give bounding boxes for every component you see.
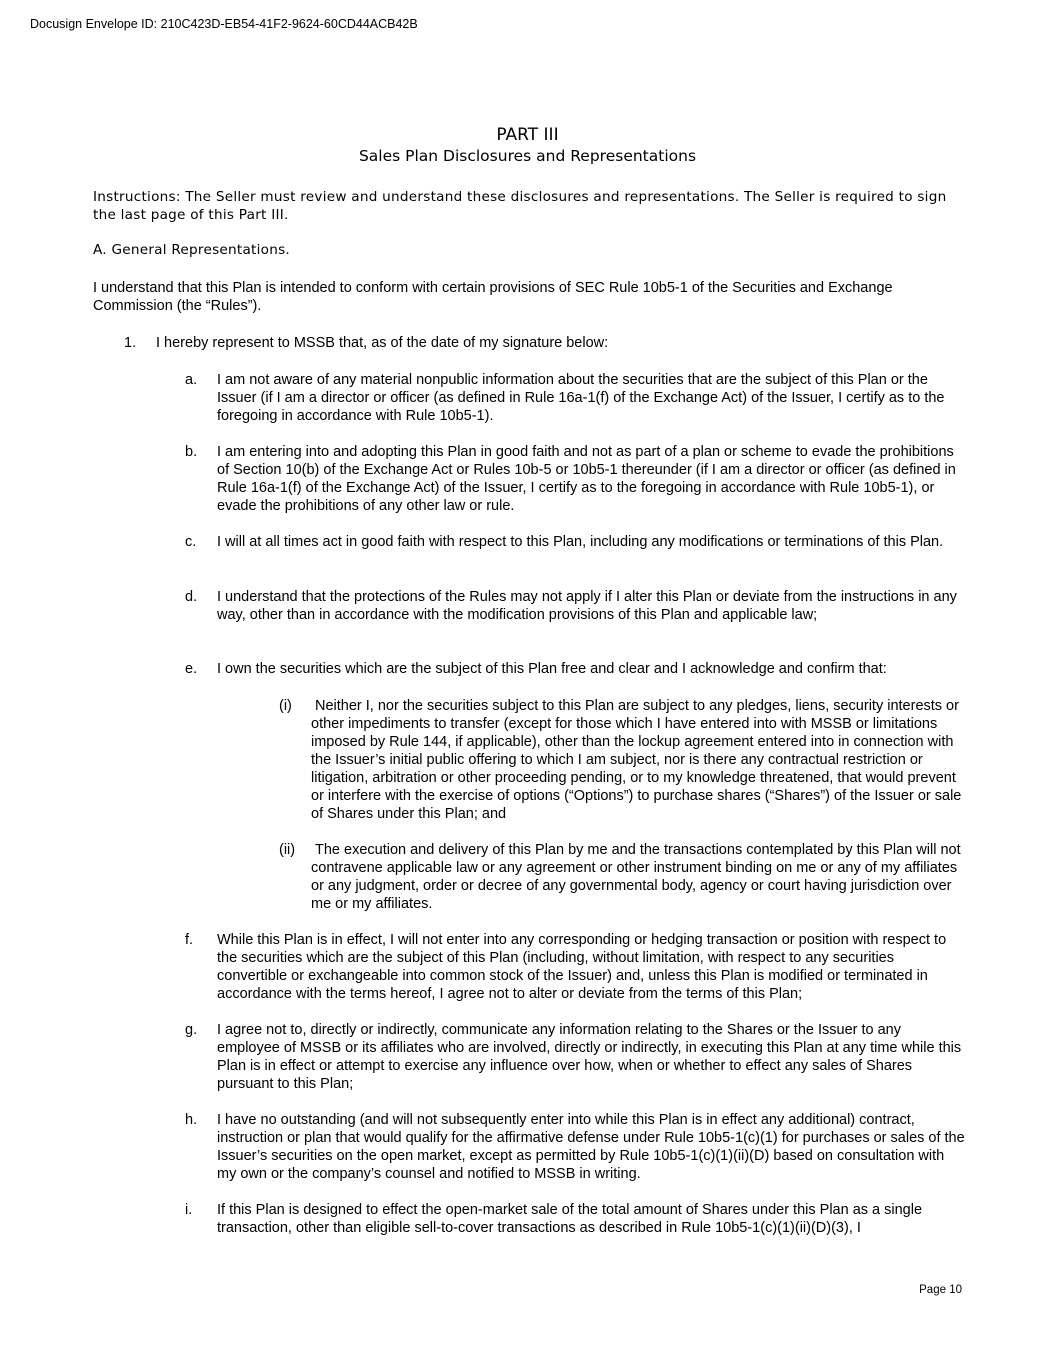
sub-list-item	[279, 697, 963, 823]
item-text: I am entering into and adopting this Plan in good faith and not as part of a plan or scheme to evade the prohibitions of Section 10(b) of the Exchange Act or Rules 10b-5 or 10b5-1 thereunder (if I am a director or officer (as defined in Rule 16a-1(f) of the Exchange Act) of the Issuer, I certify as to the foregoing in accordance with Rule 10b5-1), or evade the prohibitions of any other law or rule.	[217, 444, 956, 514]
list-item	[185, 588, 965, 624]
list-item	[185, 1201, 965, 1237]
item-marker: e.	[185, 661, 198, 677]
page-number: Page 10	[919, 1284, 962, 1296]
sub-item-text: Neither I, nor the securities subject to this Plan are subject to any pledges, liens, security interests or other impediments to transfer (except for those which I have entered into with MSSB or limitations imposed by Rule 144, if applicable), other than the lockup agreement entered into in connection with the Issuer’s initial public offering to which I am subject, nor is there any contractual restriction or litigation, arbitration or other proceeding pending, or to my knowledge threatened, that would prevent or interfere with the exercise of options (“Options”) to purchase shares (“Shares”) of the Issuer or sale of Shares under this Plan; and	[311, 698, 962, 822]
item-marker: d.	[185, 589, 198, 605]
item-text: I own the securities which are the subject of this Plan free and clear and I acknowledge and confirm that:	[217, 661, 887, 677]
item-marker: i.	[185, 1202, 193, 1218]
list-item	[185, 1021, 965, 1093]
item-text: I will at all times act in good faith with respect to this Plan, including any modifications or terminations of this Plan.	[217, 534, 944, 550]
list-item	[185, 533, 965, 551]
list-item	[185, 1111, 965, 1183]
item-marker: f.	[185, 932, 194, 948]
item-text: I agree not to, directly or indirectly, communicate any information relating to the Shares or the Issuer to any employee of MSSB or its affiliates who are involved, directly or indirectly, in executing this Plan at any time while this Plan is in effect or attempt to exercise any influence over how, when or whether to effect any sales of Shares pursuant to this Plan;	[217, 1022, 962, 1092]
sub-item-text: The execution and delivery of this Plan by me and the transactions contemplated by this Plan will not contravene applicable law or any agreement or other instrument binding on me or any of my affiliates or any judgment, order or decree of any governmental body, agency or court having jurisdiction over me or my affiliates.	[311, 842, 961, 912]
sub-list-item	[279, 841, 963, 913]
item-marker: h.	[185, 1112, 198, 1128]
item-text: If this Plan is designed to effect the open-market sale of the total amount of Shares under this Plan as a single transaction, other than eligible sell-to-cover transactions as described in Rule 10b5-1(c)(1)(ii)(D)(3), I	[217, 1202, 923, 1236]
page-title: PART III	[496, 125, 559, 145]
item-text: I am not aware of any material nonpublic information about the securities that are the subject of this Plan or the Issuer (if I am a director or officer (as defined in Rule 16a-1(f) of the Exchange Act) of the Issuer, I certify as to the foregoing in accordance with Rule 10b5-1).	[217, 372, 945, 424]
item-marker: c.	[185, 534, 197, 550]
item-marker: a.	[185, 372, 198, 388]
numbered-item	[124, 334, 954, 352]
item-number: 1.	[124, 335, 137, 351]
section-heading: A. General Representations.	[93, 242, 290, 258]
page-subtitle: Sales Plan Disclosures and Representations	[358, 147, 697, 165]
item-text: I understand that the protections of the Rules may not apply if I alter this Plan or deviate from the instructions in any way, other than in accordance with the modification provisions of this Plan and applicable law;	[217, 589, 957, 623]
sub-item-marker: (ii)	[279, 842, 296, 858]
list-item	[185, 371, 965, 425]
instructions-paragraph: Instructions: The Seller must review and understand these disclosures and representations. The Seller is required to sign the last page of this Part III.	[93, 189, 947, 223]
item-marker: g.	[185, 1022, 198, 1038]
item-text: I hereby represent to MSSB that, as of the date of my signature below:	[156, 335, 609, 351]
list-item	[185, 660, 965, 678]
item-text: I have no outstanding (and will not subsequently enter into while this Plan is in effect any additional) contract, instruction or plan that would qualify for the affirmative defense under Rule 10b5-1(c)(1) for purchases or sales of the Issuer’s securities on the open market, except as permitted by Rule 10b5-1(c)(1)(ii)(D) based on consultation with my own or the company’s counsel and notified to MSSB in writing.	[217, 1112, 965, 1182]
intro-paragraph: I understand that this Plan is intended to conform with certain provisions of SEC Rule 10b5-1 of the Securities and Exchange Commission (the “Rules”).	[93, 280, 893, 314]
list-item	[185, 443, 965, 515]
sub-item-marker: (i)	[279, 698, 292, 714]
item-marker: b.	[185, 444, 198, 460]
item-text: While this Plan is in effect, I will not enter into any corresponding or hedging transaction or position with respect to the securities which are the subject of this Plan (including, without limitation, with respect to any securities convertible or exchangeable into common stock of the Issuer) and, unless this Plan is modified or terminated in accordance with the terms hereof, I agree not to alter or deviate from the terms of this Plan;	[217, 932, 947, 1002]
envelope-id: Docusign Envelope ID: 210C423D-EB54-41F2-9624-60CD44ACB42B	[30, 17, 418, 31]
list-item	[185, 931, 965, 1003]
